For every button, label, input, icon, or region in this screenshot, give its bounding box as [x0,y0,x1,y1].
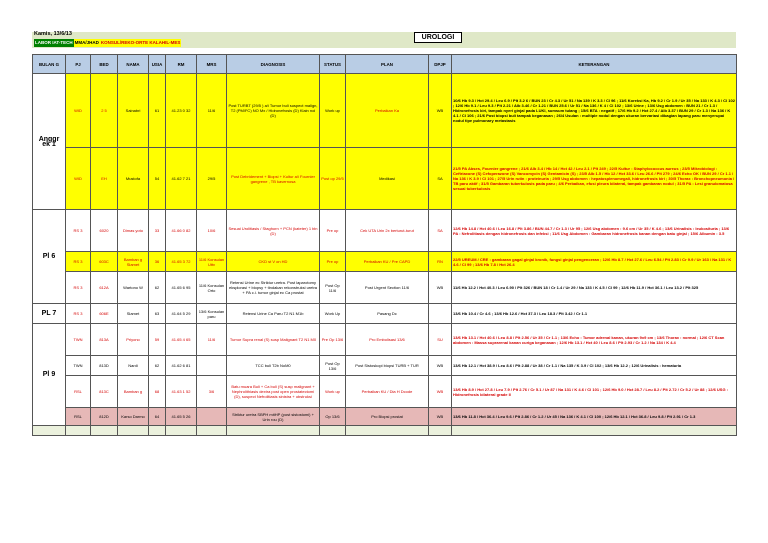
cell-nama: Wartono W [118,272,149,304]
cell-rm: 41.65 5 26 [166,408,197,426]
cell-keterangan: 13/6 Hb 12.1 / Hct 38.9 / Leu 8.6 / Plt 2.88 / Ur 38 / Cr 1.1 / Na 135 / K 3.9 / Cl 102 ; 13/6 Hb 12.2 ; 12/6 Urinalisis : hematuria [452,356,737,376]
cell-keterangan: 21/5 PA Abses, Fournier gangrene ; 21/6 Alb 3.4 / Hb 14 / Hct 42 / Leu 2.1 / Plt 249 ; 22/5 Kultur : Staphylococcus aureus ; 23/5 Mikrobiologi : Ceftriaxone (S) Cefoperazone (S) Vancomycin (S) Gentamicin (S) ; 23/5 Alb 1.5 / Hb 12 / Hct 33.6 / Leu 26.6 / Plt 279 ; 24/6 Echo OK / BUN 29 / Cr 1.1 / Na 136 / K 3.9 / Cl 101 ; 27/5 Urin rutin : proteinuria ; 29/5 Usg abdomen : hepatosplenomegali, hidronefrosis kiri ; 30/5 Thorax : Bronchopneumonia / TB paru aktif ; 31/5 Gambaran tuberkulosis pada paru ; 4/6 Perbaikan, efusi pleura bilateral, tampak gambaran nodul ; 31/5 PA : Lesi granulomatosa sesuai tuberkulosis [452,148,737,210]
cell-nama: Bamban g [118,376,149,408]
cell-nama: Sainabri [118,74,149,148]
cell-pj: RSL [66,408,91,426]
cell-pj: RS 3 [66,210,91,252]
table-row [33,252,737,272]
cell-plan: Perbaikan KU / Dia H Dcode [346,376,429,408]
cell-nama: Mustofa [118,148,149,210]
cell-status: Work up [320,376,346,408]
cell-status: Work up [320,74,346,148]
cell-plan: Pasang Dc [346,304,429,324]
page-title: UROLOGI [414,32,462,43]
cell-usia: 68 [149,376,166,408]
cell-pj: RSL [66,376,91,408]
col-header-bed: BED [91,55,118,74]
cell-nama: Bamban g Slamet [118,252,149,272]
cell-diagnosis: TCC buli T2b NoM0 [227,356,320,376]
cell-diagnosis: Retensi Urine Ca Paru T2 N1 M1b [227,304,320,324]
col-header-keterangan: KETERANGAN [452,55,737,74]
cell-mrs: 29/5 [197,148,227,210]
cell-pj: TWN [66,356,91,376]
cell-rm: 41.65 4 65 [166,324,197,356]
cell-keterangan: 13/6 Hb 8.9 / Hct 27.8 / Leu 7.9 / Plt 2.76 / Cr 5.1 / Ur 87 / Na 131 / K 4.6 / Cl 101 ; 12/6 Hb 9.0 / Hct 28.7 / Leu 8.2 / Plt 2.72 / Cr 5.2 / Ur 88 ; 12/6 USG : Hidronefrosis bilateral grade II [452,376,737,408]
cell-diagnosis: Tumor Supra renal (S) susp Malignant T2 N1 M0 [227,324,320,356]
cell-keterangan: 22/5 UREUM / CRE : gambaran gagal ginjal kronik, fungsi ginjal pengenceran ; 12/6 Hb 8.7 / Hct 27.6 / Leu 6.54 / Plt 2.83 / Cr 9.9 / Ur 163 / Na 131 / K 4.6 / Cl 99 ; 13/6 Hb 7.8 / Hct 26.4 [452,252,737,272]
cell-plan: Post Urgent Section 11/6 [346,272,429,304]
cell-status: Post Op 11/6 [320,272,346,304]
col-header-bulang: BULAN G [33,55,66,74]
cell-rm: 41.23 0 32 [166,74,197,148]
cell-status: Pre Op 13/6 [320,324,346,356]
cell-rm: 41.63 1 52 [166,376,197,408]
table-row [33,74,737,148]
cell-bed: 2 5 [91,74,118,148]
cell-diagnosis: Striktur uretra SBPH mitHP (post sistostomi) + Urin rou (D) [227,408,320,426]
cell-status: Post Op 13/6 [320,356,346,376]
table-row [33,408,737,426]
cell-pj: RS 3 [66,252,91,272]
col-header-usia: USIA [149,55,166,74]
cell-pj: TWN [66,324,91,356]
col-header-mrs: MRS [197,55,227,74]
cell-mrs: 13/6 Konsulan paru [197,304,227,324]
cell-plan: Pro Biopsi prostat [346,408,429,426]
cell-bed [91,426,118,436]
cell-usia: 59 [149,324,166,356]
cell-mrs: 11/6 Konsulan Uttv [197,252,227,272]
cell-plan: Perbaikan KU / Pre CAPD [346,252,429,272]
cell-keterangan: 10/6 Hb 9.3 / Hct 29.4 / Leu 6.9 / Plt 3.2 6 / BUN 23 / Cr 4.3 / Ur 51 / Na 139 / K 3.3 / Cl 96 ; 11/6 Koreksi Ka, Hb 9.2 / Cr 1.9 / Ur 35 / Na 133 / K 4.3 / Cl 102 ; 12/6 Hb 9.1 / Leu 9.3 / Plt 2.21 / Alb 3.46 / Cr 1.21 / BUN 25.6 / Ur 51 / Na 136 / K 4 / Cl 102 ; 13/6 Urine ; 13/6 Usg abdomen : BUN 21 / Cr 1.3 / Hidronefrosis kiri, tampak nyeri ginjal pada LUKI, sumsum tulang ; 15/6 BTA : negatif ; 17/6 Hb 9.2 / Hct 27.4 / Alb 3.37 / BUN 29 / Cr 1.3 / Na 136 / K 4.1 / Cl 106 ; 21/6 Post biopsi buli tampak keganasan ; 26/4 Usulan : multiple nodul dengan ukuran bervariasi dibagian lapang paru menyerupai nodul tipe pulmonary metastasis [452,74,737,148]
patient-table [32,54,737,436]
cell-nama [118,426,149,436]
cell-rm: 41.62 6 81 [166,356,197,376]
cell-plan: Cek UTA Urin 2x berturut-turut [346,210,429,252]
col-header-pj: PJ [66,55,91,74]
cell-bed: 813A [91,324,118,356]
cell-dpjp: RN [429,252,452,272]
cell-dpjp: WB [429,408,452,426]
cell-diagnosis: Batu muara Buli + Ca buli (S) susp malignant + Nephrolithiasis dextra post open prostatectomi (D), suspect Nefrolitiasis sinistra + obstruksi [227,376,320,408]
cell-nama: Nardi [118,356,149,376]
cell-usia [149,426,166,436]
table-row [33,304,737,324]
cell-bed: 612A [91,272,118,304]
cell-pj: WID [66,74,91,148]
cell-dpjp: WB [429,272,452,304]
cell-bed: 606E [91,304,118,324]
cell-status: Post op 29/5 [320,148,346,210]
cell-plan: Medikasi [346,148,429,210]
ward-group-cell: Anggr ek 1 [33,74,66,210]
cell-keterangan: 11/6 Hb 12.2 / Hct 40.3 / Leu 6.90 / Plt 326 / BUN 18 / Cr 1.4 / Ur 29 / Na 133 / K 4.5 / Cl 99 ; 12/6 Hb 11.9 / Hct 36.1 / Leu 13.2 / Plt 325 [452,272,737,304]
cell-usia: 62 [149,356,166,376]
cell-mrs: 11/6 [197,74,227,148]
cell-dpjp: SA [429,148,452,210]
cell-usia: 61 [149,74,166,148]
cell-status: Work Up [320,304,346,324]
col-header-nama: NAMA [118,55,149,74]
cell-pj [66,426,91,436]
cell-nama: Dimas yoto [118,210,149,252]
cell-usia: 63 [149,304,166,324]
cell-dpjp [429,426,452,436]
table-row [33,426,737,436]
cell-mrs [197,426,227,436]
report-date: Kamis, 13/6/13 [34,31,72,37]
table-header-row [33,55,737,74]
cell-plan: Perbaikan Ka [346,74,429,148]
table-row [33,272,737,304]
cell-mrs: 10/6 [197,210,227,252]
cell-status: Pre op [320,252,346,272]
cell-rm: 41.65 6 95 [166,272,197,304]
cell-group [33,426,66,436]
cell-usia: 33 [149,210,166,252]
cell-usia: 62 [149,272,166,304]
cell-pj: RS 3 [66,304,91,324]
cell-keterangan: 13/6 Hb 13.1 / Hct 40.6 / Leu 8.8 / Plt 2.56 / Ur 35 / Cr 1.1 ; 13/6 Echo : Tumor adrenal kanan, ukuran 9x9 cm ; 13/6 Thorax : normal ; 12/6 CT Scan abdomen : Massa suprarenal kanan curiga keganasan ; 12/6 Hb 13.1 / Hct 40 / Leu 8.6 / Plt 2.93 / Cr 1.2 / Na 134 / K 4.4 [452,324,737,356]
cell-nama: Karso Darmo [118,408,149,426]
cell-nama: Slamet [118,304,149,324]
cell-keterangan [452,426,737,436]
cell-keterangan: 13/6 Hb 10.4 / Cr 4.6 ; 13/6 Hb 12.6 / Hct 37.3 / Leu 18.3 / Plt 3.42 / Cr 1.1 [452,304,737,324]
cell-usia: 36 [149,252,166,272]
cell-dpjp: SU [429,324,452,356]
legend-item-konsul: KONSUL/REKO-ORTE KALAHIL-MES [100,40,181,45]
cell-rm: 41.62 7 21 [166,148,197,210]
cell-bed: 812D [91,408,118,426]
cell-mrs [197,356,227,376]
legend-item-mma: MMA/JHAD [74,40,99,45]
ward-group-cell: PL 7 [33,304,66,324]
cell-bed: 6020 [91,210,118,252]
cell-status: Pre op [320,210,346,252]
cell-keterangan: 13/6 Hb 11.8 / Hct 36.4 / Leu 9.6 / Plt 2.86 / Cr 1.2 / Ur 45 / Na 136 / K 4.1 / Cl 100 ; 12/6 Hb 12.1 / Hct 36.8 / Leu 9.8 / Plt 2.91 / Cr 1.3 [452,408,737,426]
cell-usia: 54 [149,148,166,210]
cell-bed: 813C [91,376,118,408]
cell-mrs: 11/6 Konsulan Orto [197,272,227,304]
cell-rm: 41.65 3 72 [166,252,197,272]
cell-usia: 64 [149,408,166,426]
cell-keterangan: 12/6 Hb 14.8 / Hct 40.6 / Leu 16.8 / Plt 3.86 / BUN 44.7 / Cr 1.3 / Ur 95 ; 12/6 Usg abdomen : 9.6 cm / Ur 35 / K 4.6 ; 13/6 Urinalisis : leukosituria ; 13/6 PA : Nefrolitiasis dengan hidronefrosis dan infeksi ; 11/6 Usg Abdomen : Gambaran hidronefrosis kanan dengan batu ginjal ; 15/6 Albumin : 3.5 [452,210,737,252]
cell-dpjp: WB [429,74,452,148]
col-header-status: STATUS [320,55,346,74]
cell-bed: 603C [91,252,118,272]
cell-rm: 41.64 5 29 [166,304,197,324]
cell-status [320,426,346,436]
legend-item-labor: LABOR IAT-TECH [35,40,73,45]
cell-status: Op 13/6 [320,408,346,426]
table-row [33,376,737,408]
cell-rm: 41.66 0 82 [166,210,197,252]
cell-dpjp: WB [429,376,452,408]
table-row [33,324,737,356]
cell-bed: 813D [91,356,118,376]
cell-plan [346,426,429,436]
cell-nama: Priyono [118,324,149,356]
cell-diagnosis: Post Debridement + Biopsi + Kultur a/i Fournier gangrene , TB kavernosa [227,148,320,210]
cell-mrs: 11/6 [197,324,227,356]
col-header-diagnosis: DIAGNOSIS [227,55,320,74]
cell-pj: WID [66,148,91,210]
cell-mrs: 3/6 [197,376,227,408]
col-header-rm: RM [166,55,197,74]
color-legend [34,39,181,47]
cell-diagnosis: Retensi Urine ec Striktur uretra. Post laparotomy eksplorasi + biopsy + tindakan rekonstruksi uretra + PA c.i. tumor ginjal ec Ca prostat [227,272,320,304]
table-row [33,148,737,210]
cell-mrs [197,408,227,426]
cell-diagnosis [227,426,320,436]
cell-bed: EH [91,148,118,210]
cell-rm [166,426,197,436]
col-header-plan: PLAN [346,55,429,74]
cell-diagnosis: Sesuai Urolitiasis / Staghorn + PCN (kateter) 1 bln (D) [227,210,320,252]
table-row [33,356,737,376]
cell-dpjp [429,304,452,324]
cell-plan: Pro Embolisasi 13/6 [346,324,429,356]
table-row [33,210,737,252]
cell-pj: RS 3 [66,272,91,304]
cell-diagnosis: Post TURBT (29/5 ) a/i Tumor buli suspect malign, T2 (PM/FC) NO Mx / Hidronefrosis (D) Klain nol (D) [227,74,320,148]
cell-dpjp: WB [429,356,452,376]
ward-group-cell: Pl 6 [33,210,66,304]
cell-plan: Post Sistoskopi biopsi TURB + TUR [346,356,429,376]
ward-group-cell: Pl 9 [33,324,66,426]
col-header-dpjp: DPJP [429,55,452,74]
cell-dpjp: SA [429,210,452,252]
cell-diagnosis: CKD st V on HD [227,252,320,272]
